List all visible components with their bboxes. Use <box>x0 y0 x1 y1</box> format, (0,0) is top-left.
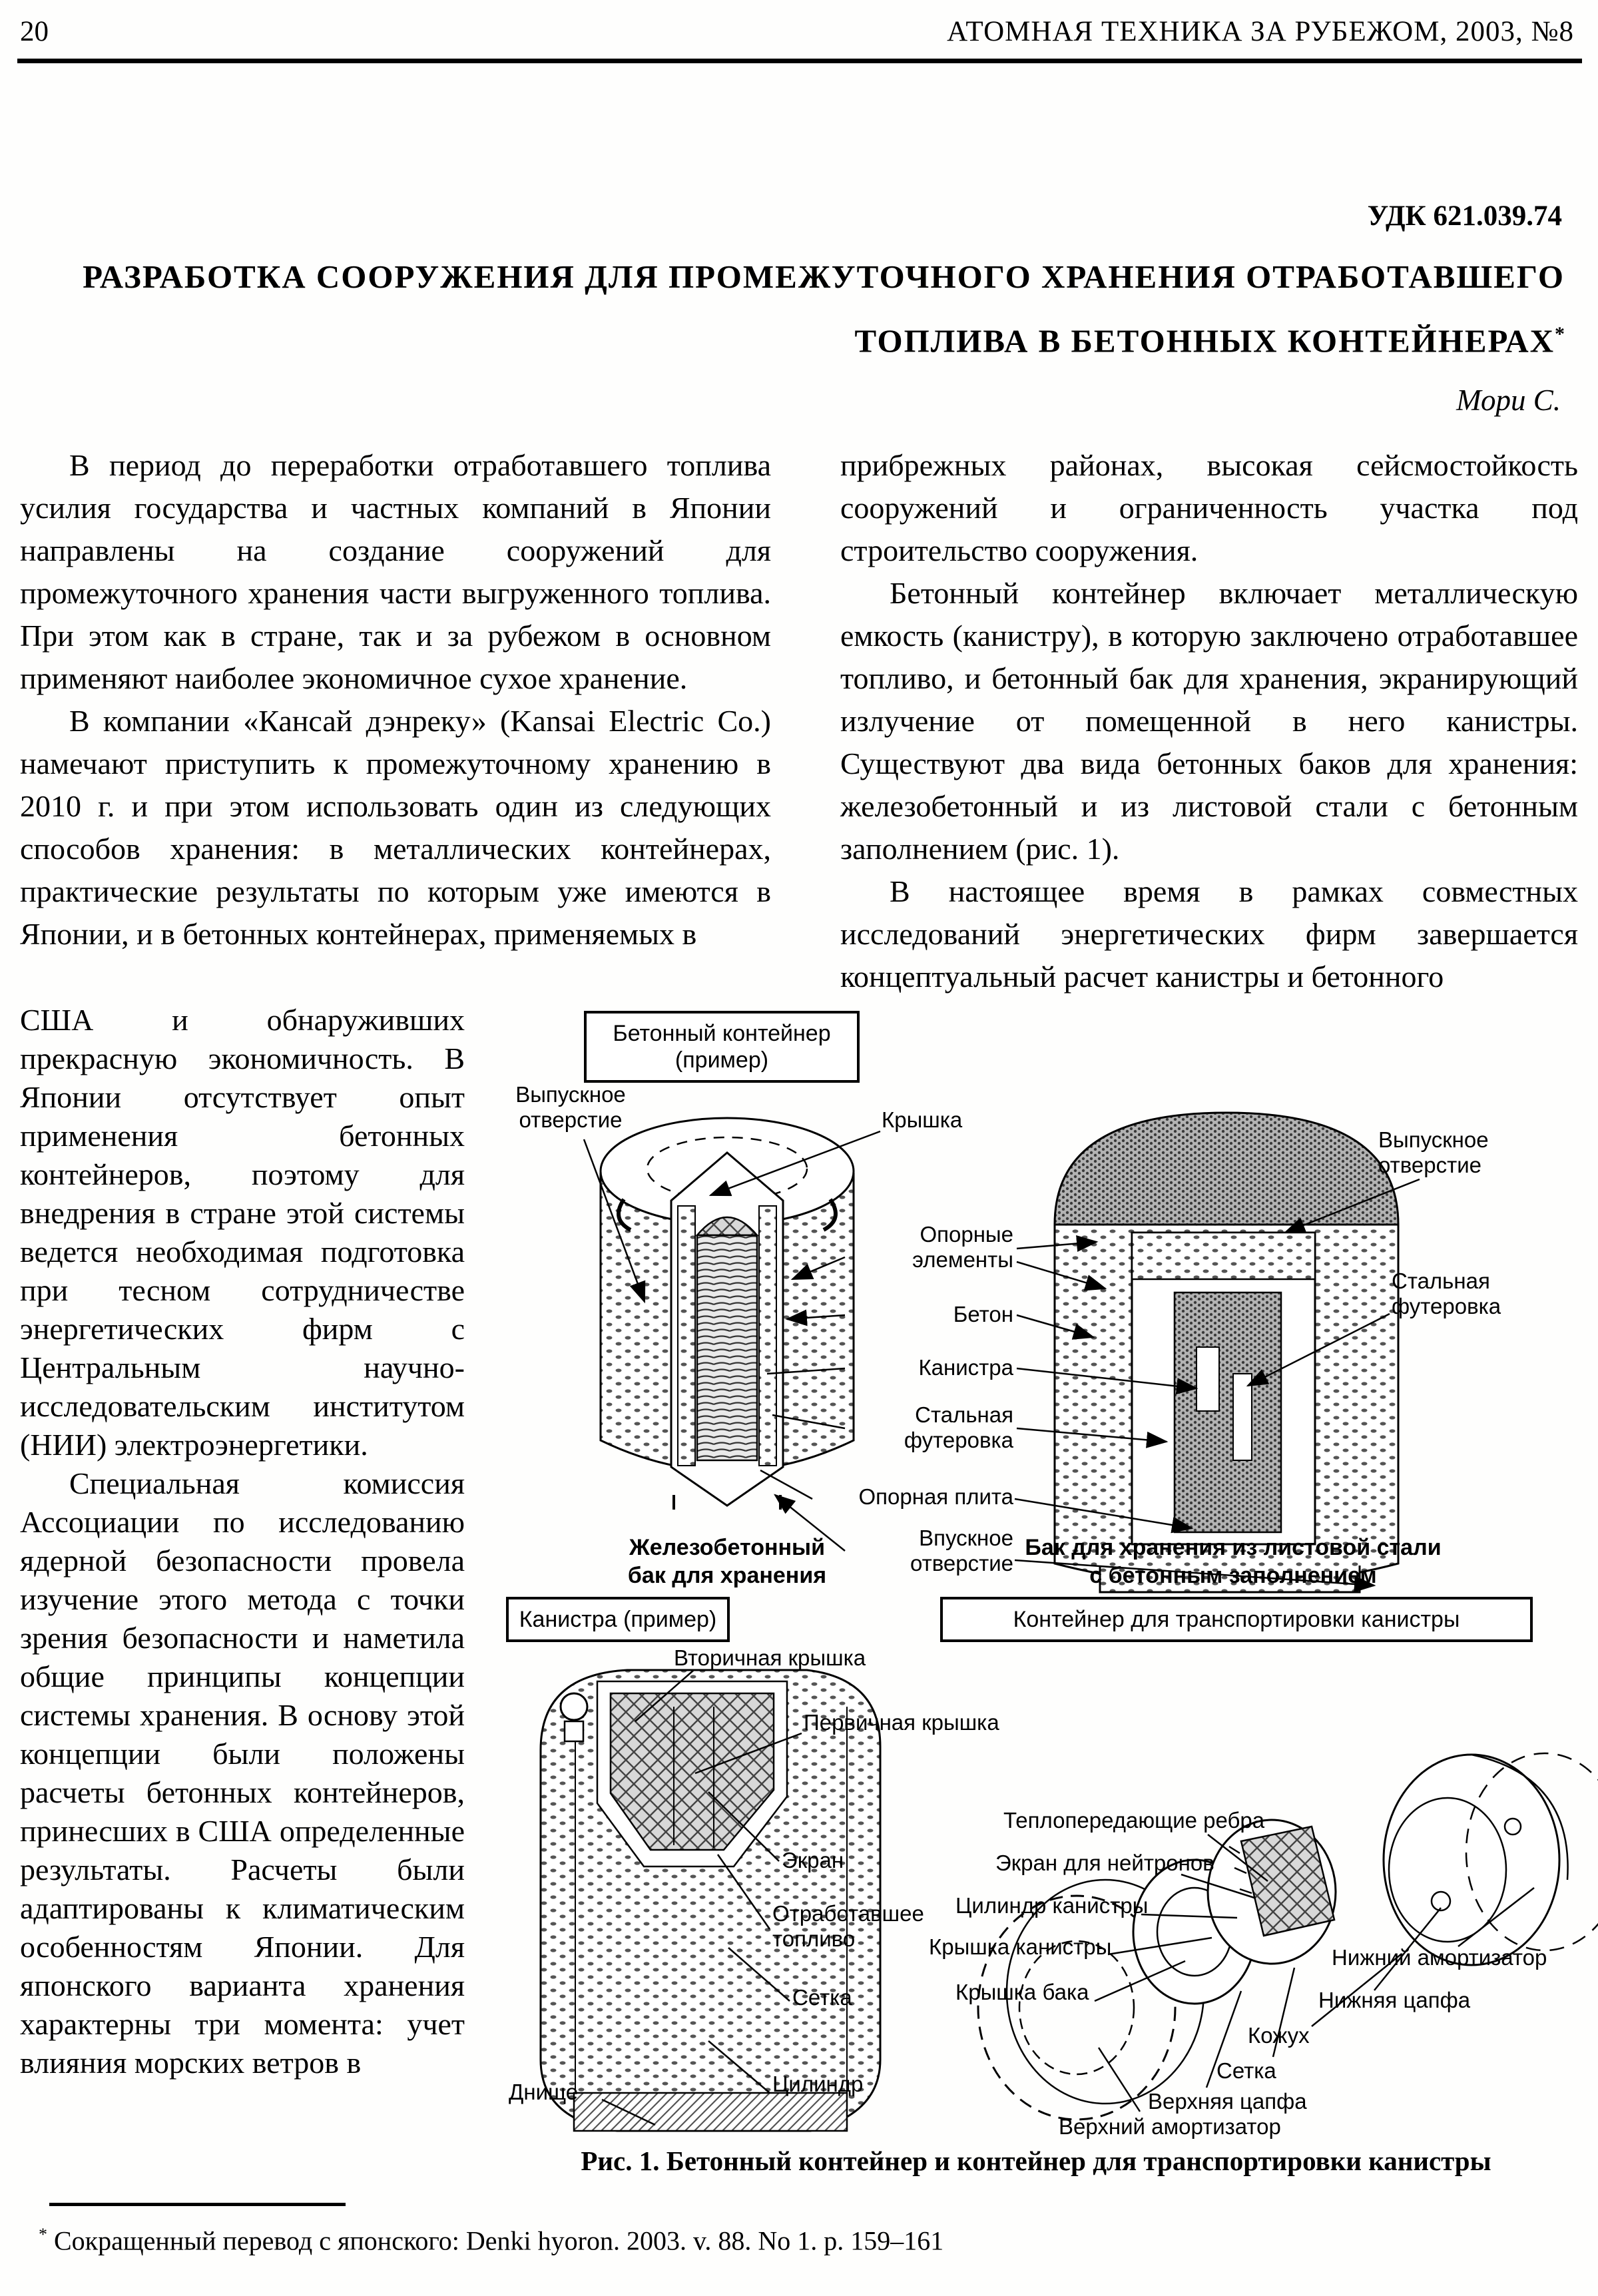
footnote-text: Сокращенный перевод с японского: Denki hyoron. 2003. v. 88. No 1. p. 159–161 <box>54 2225 944 2256</box>
label-canister-cylinder: Цилиндр канистры <box>955 1893 1149 1918</box>
article-title <box>0 248 1565 370</box>
label-outlet-right: Выпускное отверстие <box>1378 1127 1489 1178</box>
footnote-mark: * <box>39 2225 47 2245</box>
label-shield: Экран <box>782 1848 844 1873</box>
footnote-rule <box>49 2203 346 2206</box>
label-tank-lid: Крышка бака <box>955 1980 1089 2005</box>
page-header <box>0 0 1598 48</box>
label-mesh-right: Сетка <box>1216 2058 1276 2084</box>
article-title-line1: РАЗРАБОТКА СООРУЖЕНИЯ ДЛЯ ПРОМЕЖУТОЧНОГО ХРАНЕНИЯ ОТРАБОТАВШЕГО <box>83 258 1565 295</box>
caption-steel-tank: Бак для хранения из листовой стали с бетонным заполнением <box>1025 1535 1442 1589</box>
label-lower-trunnion: Нижняя цапфа <box>1318 1988 1471 2013</box>
author-name: Мори С. <box>1456 384 1561 418</box>
paragraph: Специальная комиссия Ассоциации по исследованию ядерной безопасности провела изучение этого метода с точки зрения безопасности и наметила общие принципы концепции системы хранения. В основу этой концепции были положены расчеты бетонных контейнеров, принесших в США определенные результаты. Расчеты были адаптированы к климатическим особенностям Японии. Для японского варианта хранения характерны три момента: учет влияния морских ветров в <box>20 1466 465 2080</box>
label-bottom: Днище <box>509 2080 579 2105</box>
article-title-line2: ТОПЛИВА В БЕТОННЫХ КОНТЕЙНЕРАХ <box>854 322 1555 360</box>
label-spent-fuel: Отработавшее топливо <box>772 1901 924 1952</box>
steel-sheet-tank-drawing <box>1055 1113 1398 1592</box>
figure-caption: Рис. 1. Бетонный контейнер и контейнер для транспортировки канистры <box>581 2146 1491 2177</box>
udk-code: УДК 621.039.74 <box>1367 200 1562 232</box>
paragraph: В настоящее время в рамках совместных исследований энергетических фирм завершается концептуальный расчет канистры и бетонного <box>840 874 1578 994</box>
body-columns <box>0 418 1598 998</box>
label-lid: Крышка <box>882 1107 963 1133</box>
caption-reinforced-tank: Железобетонный бак для хранения <box>627 1535 827 1589</box>
label-outlet-left: Выпускное отверстие <box>515 1082 626 1133</box>
label-upper-trunnion: Верхняя цапфа <box>1148 2089 1307 2114</box>
label-inlet: Впускное отверстие <box>910 1526 1013 1576</box>
label-steel-liner-right: Стальная футеровка <box>1392 1269 1501 1319</box>
paragraph: Бетонный контейнер включает металлическую емкость (канистру), в которую заключено отработавшее топливо, и бетонный бак для хранения, экранирующий излучение от помещенной в него канистры. Существуют два вида бетонных баков для хранения: железобетонный и из листовой стали с бетонным заполнением (рис. 1). <box>840 576 1578 866</box>
label-lower-shock-absorber: Нижний амортизатор <box>1332 1945 1547 1970</box>
label-secondary-lid: Вторичная крышка <box>674 1645 866 1671</box>
page-number: 20 <box>20 16 49 47</box>
label-primary-lid: Первичная крышка <box>804 1710 999 1735</box>
label-upper-shock-absorber: Верхний амортизатор <box>1059 2114 1281 2140</box>
paragraph: прибрежных районах, высокая сейсмостойкость сооружений и ограниченность участка под строительство сооружения. <box>840 448 1578 568</box>
left-column <box>20 444 771 998</box>
right-column <box>840 444 1578 998</box>
figure-1 <box>474 1001 1598 2196</box>
reinforced-concrete-tank-drawing <box>601 1118 854 1510</box>
label-steel-liner-mid: Стальная футеровка <box>904 1402 1013 1453</box>
label-mesh-left: Сетка <box>792 1985 852 2010</box>
frame-label-canister-example: Канистра (пример) <box>506 1597 730 1642</box>
header-rule <box>17 59 1582 63</box>
canister-drawing <box>541 1670 880 2131</box>
paragraph: США и обнаруживших прекрасную экономичность. В Японии отсутствует опыт применения бетонных контейнеров, поэтому для внедрения в стране этой системы ведется необходимая подготовка при тесном сотрудничестве энергетических фирм с Центральным научно-исследовательским институтом (НИИ) электроэнергетики. <box>20 1003 465 1462</box>
title-footnote-mark: * <box>1555 323 1565 345</box>
label-base-plate: Опорная плита <box>858 1484 1013 1510</box>
label-casing: Кожух <box>1248 2023 1310 2048</box>
label-heat-fins: Теплопередающие ребра <box>1003 1808 1265 1833</box>
paragraph: В компании «Кансай дэнреку» (Kansai Electric Co.) намечают приступить к промежуточному хранению в 2010 г. и при этом использовать один из следующих способов хранения: в металлических контейнерах, практические результаты по которым уже имеются в Японии, и в бетонных контейнерах, применяемых в <box>20 704 771 952</box>
journal-title: АТОМНАЯ ТЕХНИКА ЗА РУБЕЖОМ, 2003, №8 <box>947 16 1574 47</box>
label-cylinder: Цилиндр <box>772 2072 864 2097</box>
label-concrete: Бетон <box>953 1302 1013 1327</box>
frame-label-concrete-container: Бетонный контейнер (пример) <box>584 1011 860 1083</box>
mid-section <box>0 1001 1598 2196</box>
paragraph: В период до переработки отработавшего топлива усилия государства и частных компаний в Японии направлены на создание сооружений для промежуточного хранения части выгруженного топлива. При этом как в стране, так и за рубежом в основном применяют наиболее экономичное сухое хранение. <box>20 448 771 696</box>
label-canister-lid: Крышка канистры <box>929 1934 1112 1960</box>
narrow-column <box>20 1001 465 2082</box>
frame-label-transport-container: Контейнер для транспортировки канистры <box>940 1597 1533 1642</box>
label-support-elements: Опорные элементы <box>912 1222 1013 1273</box>
label-neutron-shield: Экран для нейтронов <box>995 1851 1214 1876</box>
footnote <box>39 2225 1558 2256</box>
label-canister: Канистра <box>918 1355 1013 1380</box>
